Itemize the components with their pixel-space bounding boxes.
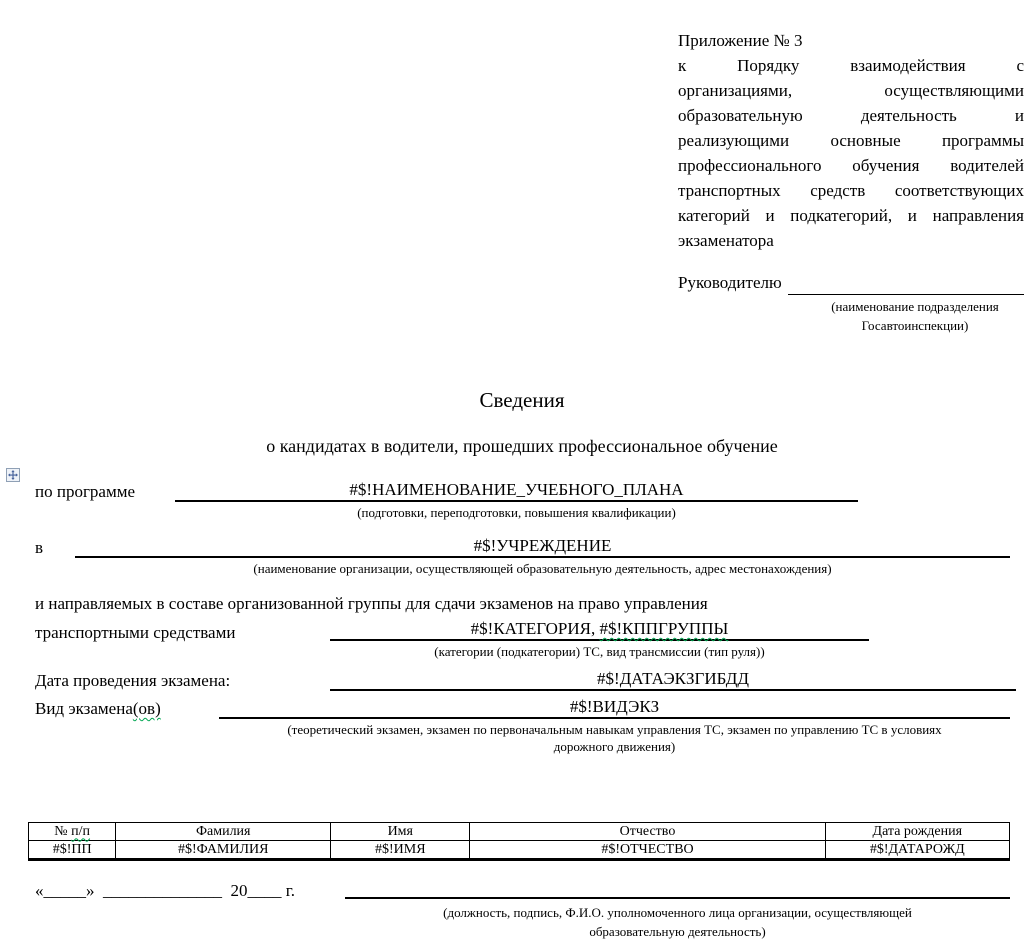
institution-field-value[interactable]: #$!УЧРЕЖДЕНИЕ xyxy=(75,535,1010,558)
addressee-caption xyxy=(678,297,1024,335)
col-header-number-text: № xyxy=(54,823,68,839)
cell-patronymic[interactable]: #$!ОТЧЕСТВО xyxy=(470,841,825,860)
cell-number[interactable]: #$!ПП xyxy=(29,841,116,860)
program-field-value[interactable]: #$!НАИМЕНОВАНИЕ_УЧЕБНОГО_ПЛАНА xyxy=(175,479,858,502)
addressee-caption-line: Госавтоинспекции) xyxy=(861,318,969,333)
category-value-text: #$!КАТЕГОРИЯ, xyxy=(470,619,596,638)
institution-field-caption: (наименование организации, осуществляющей образовательную деятельность, адрес местонахождения) xyxy=(253,561,832,576)
institution-field xyxy=(75,535,1010,577)
exam-type-caption-line: (теоретический экзамен, экзамен по первоначальным навыкам управления ТС, экзамен по управлению ТС в условиях xyxy=(287,722,942,737)
signature-caption xyxy=(345,903,1010,941)
signature-caption-line: образовательную деятельность) xyxy=(589,924,766,939)
cell-firstname[interactable]: #$!ИМЯ xyxy=(331,841,470,860)
exam-type-label-flagged-text: (ов) xyxy=(132,699,161,718)
col-header-patronymic: Отчество xyxy=(470,823,825,841)
order-reference-line: образовательную деятельность и xyxy=(678,106,1024,125)
program-field-caption: (подготовки, переподготовки, повышения квалификации) xyxy=(357,505,676,520)
col-header-number xyxy=(29,823,116,841)
date-blank-line[interactable]: «_____» ______________ 20____ г. xyxy=(35,881,296,900)
order-reference-line: экзаменатора xyxy=(678,231,774,250)
category-field xyxy=(330,618,869,660)
exam-type-caption-line: дорожного движения) xyxy=(553,739,676,754)
exam-type-field xyxy=(219,696,1010,755)
appendix-number: Приложение № 3 xyxy=(678,31,803,50)
exam-type-label xyxy=(35,698,161,719)
category-field-value[interactable] xyxy=(330,618,869,641)
table-move-handle-icon[interactable] xyxy=(6,468,20,482)
table-row xyxy=(29,841,1010,860)
addressee-blank-line[interactable] xyxy=(788,277,1024,295)
col-header-lastname: Фамилия xyxy=(116,823,331,841)
cell-birthdate[interactable]: #$!ДАТАРОЖД xyxy=(825,841,1009,860)
addressee-row xyxy=(678,270,1024,295)
col-header-firstname: Имя xyxy=(331,823,470,841)
order-reference-line: реализующими основные программы xyxy=(678,131,1024,150)
cell-lastname[interactable]: #$!ФАМИЛИЯ xyxy=(116,841,331,860)
order-reference-line: транспортных средств соответствующих xyxy=(678,181,1024,200)
table-header-row xyxy=(29,823,1010,841)
appendix-header xyxy=(678,28,1024,335)
signature-blank-line[interactable] xyxy=(345,878,1010,899)
candidates-table xyxy=(28,822,1010,861)
col-header-number-flagged-text: п/п xyxy=(71,823,91,839)
page-subtitle: о кандидатах в водители, прошедших профессиональное обучение xyxy=(266,436,778,456)
exam-date-field xyxy=(330,668,1016,691)
exam-type-field-value[interactable]: #$!ВИДЭКЗ xyxy=(219,696,1010,719)
category-field-caption: (категории (подкатегории) ТС, вид трансмиссии (тип руля)) xyxy=(434,644,765,659)
page-title: Сведения xyxy=(479,388,565,412)
program-label: по программе xyxy=(35,482,136,501)
group-text-line: транспортными средствами xyxy=(35,623,236,642)
addressee-label: Руководителю xyxy=(678,273,782,292)
four-arrows-icon xyxy=(8,470,18,480)
order-reference-line: к Порядку взаимодействия с xyxy=(678,56,1024,75)
order-reference-line: организациями, осуществляющими xyxy=(678,81,1024,100)
exam-type-label-text: Вид экзамена xyxy=(35,699,133,718)
program-field xyxy=(175,479,858,521)
exam-date-field-value[interactable]: #$!ДАТАЭКЗГИБДД xyxy=(330,668,1016,691)
col-header-birthdate: Дата рождения xyxy=(825,823,1009,841)
institution-label: в xyxy=(35,538,44,557)
exam-date-label: Дата проведения экзамена: xyxy=(35,671,231,690)
addressee-caption-line: (наименование подразделения xyxy=(831,299,999,314)
exam-type-field-caption xyxy=(219,721,1010,755)
group-text-line: и направляемых в составе организованной группы для сдачи экзаменов на право управления xyxy=(35,594,708,613)
signature-caption-line: (должность, подпись, Ф.И.О. уполномоченного лица организации, осуществляющей xyxy=(443,905,912,920)
order-reference-line: категорий и подкатегорий, и направления xyxy=(678,206,1024,225)
category-value-flagged-text: #$!КППГРУППЫ xyxy=(599,619,729,638)
order-reference-line: профессионального обучения водителей xyxy=(678,156,1024,175)
